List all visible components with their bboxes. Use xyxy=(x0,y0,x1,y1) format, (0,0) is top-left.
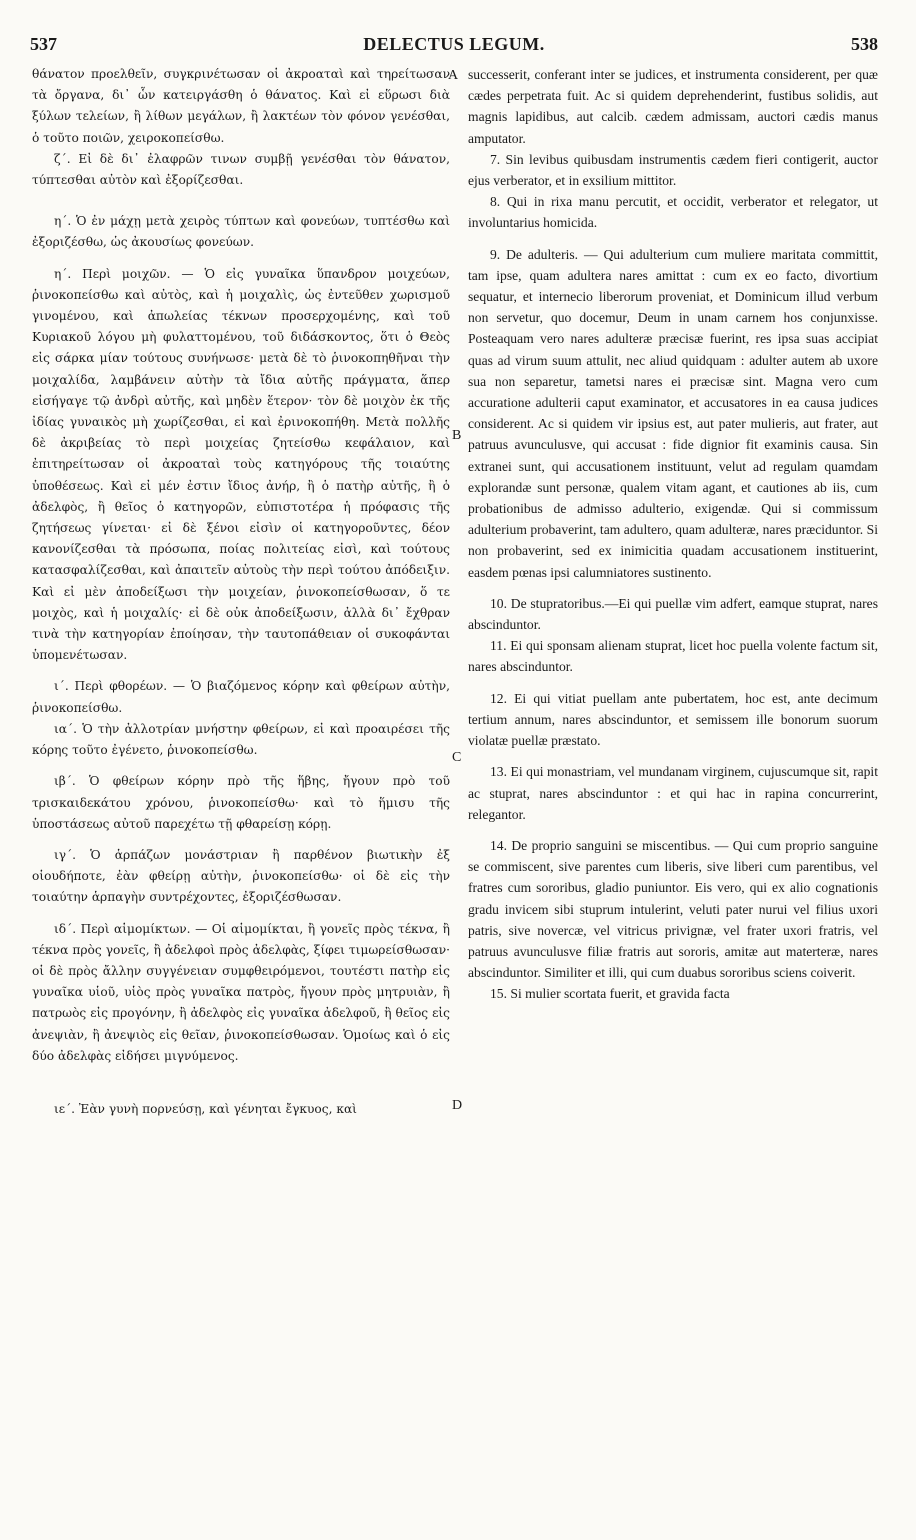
latin-paragraph: 13. Ei qui monastriam, vel mundanam virginem, cujuscumque sit, rapit ac stuprat, nares abscinduntor : et qui hac in rapina concurrerint, relegantor. xyxy=(468,764,878,822)
greek-paragraph: η΄. Περὶ μοιχῶν. — Ὁ εἰς γυναῖκα ὕπανδρον μοιχεύων, ῥινοκοπείσθω καὶ αὐτὸς, καὶ ἡ μοιχαλὶς, ὡς ἐντεῦθεν χωρισμοῦ γινομένου, καὶ ἀπωλείας τέκνων προσερχομένης, καὶ τοῦ Κυριακοῦ λόγου μὴ φυλαττομένου, τοῦ διδάσκοντος, ὅτι ὁ Θεὸς εἰς σάρκα μίαν τούτους συνήνωσε· μετὰ δὲ τὸ ῥινοκοπηθῆναι τὴν μοιχαλίδα, λαμβάνειν αὐτὴν τὰ ἴδια αὐτῆς πράγματα, ἅπερ εἰσήγαγε τῷ ἀνδρὶ αὐτῆς, καὶ μηδὲν ἕτερον· τὸν δὲ μοιχὸν ἐκ τῆς ἰδίας γυναικὸς μὴ χωρίζεσθαι, εἰ καὶ ἐρινοκοπήθη. Μετὰ πολλῆς δὲ ἀκριβείας τὸ περὶ μοιχείας ζητείσθω κεφάλαιον, καὶ ἐπιτηρείτωσαν οἱ ἀκροαταὶ τοὺς κατηγόρους τῆς τοιαύτης ὑποθέσεως. Καὶ εἰ μέν ἐστιν ἴδιος ἀνήρ, ἢ ὁ πατὴρ αὐτῆς, ἢ ὁ ἀδελφὸς, ἢ θεῖος ὁ κατηγορῶν, εὐπιστοτέρα ἡ πρόφασις τῆς ζητήσεως γίνεται· εἰ δὲ ξένοι εἰσὶν οἱ κατηγοροῦντες, δέον κανονίζεσθαι τὰ πρόσωπα, ποίας πολιτείας εἰσὶ, καὶ τούτους κατασφαλίζεσθαι, καὶ ἀπαιτεῖν αὐτοὺς τὴν περὶ τούτου ἀπόδειξιν. Καὶ εἰ μὲν ἀποδείξωσι τὴν μοιχείαν, ῥινοκοπείσθωσαν, ὅ τε μοιχὸς, καὶ ἡ μοιχαλίς· εἰ δὲ οὐκ ἀποδείξωσιν, ἀλλὰ δι᾽ ἔχθραν τινὰ τὴν κατηγορίαν ἐποίησαν, τὴν ταυτοπάθειαν οἱ συκοφάνται ὑπομενέτωσαν. xyxy=(32,266,450,663)
latin-paragraph: 10. De stupratoribus.—Ei qui puellæ vim adfert, eamque stuprat, nares abscinduntor. xyxy=(468,595,878,633)
latin-paragraph: 14. De proprio sanguini se miscentibus. — Qui cum proprio sanguine se commiscent, sive parentes cum liberis, sive liberi cum parentibus, vel fratres cum sororibus, gladio puniuntor. Eis vero, qui ex alio cognationis gradu invicem sibi stuprum intulerint, veluti pater nurui vel filius uxori patris, sive novercæ, vel vitricus privignæ, vel frater uxori fratris, vel patruus avunculusve filiæ fratris aut sororis, amitæ aut materteræ, nares abscinduntor. Similiter et illi, qui cum duabus sororibus sciens coiverit. xyxy=(468,837,878,981)
latin-column xyxy=(468,64,878,1005)
greek-paragraph: ι΄. Περὶ φθορέων. — Ὁ βιαζόμενος κόρην καὶ φθείρων αὐτὴν, ῥινοκοπείσθω. xyxy=(32,679,450,715)
page-header xyxy=(30,34,878,60)
page-number-left: 537 xyxy=(30,34,57,54)
latin-paragraph: 7. Sin levibus quibusdam instrumentis cædem fieri contigerit, auctor ejus verberator, et in exsilium mittitor. xyxy=(468,151,878,189)
margin-marker-c: C xyxy=(452,750,462,765)
greek-paragraph: η΄. Ὁ ἐν μάχῃ μετὰ χειρὸς τύπτων καὶ φονεύων, τυπτέσθω καὶ ἐξοριζέσθω, ὡς ἀκουσίως φονεύων. xyxy=(32,214,450,250)
running-title: DELECTUS LEGUM. xyxy=(363,34,545,54)
latin-paragraph: 15. Si mulier scortata fuerit, et gravida facta xyxy=(490,986,730,1002)
latin-paragraph: successerit, conferant inter se judices, et instrumenta considerent, per quæ cædes perpetrata fuit. Ac si quidem deprehenderint, fustibus solidis, aut magnis lapidibus, aut calcib. cædem admissam, auctori cædis manus amputator. xyxy=(468,67,878,146)
greek-paragraph: ιε΄. Ἐὰν γυνὴ πορνεύσῃ, καὶ γένηται ἔγκυος, καὶ xyxy=(54,1101,357,1116)
greek-column xyxy=(32,64,450,1120)
greek-paragraph: θάνατον προελθεῖν, συγκρινέτωσαν οἱ ἀκροαταὶ καὶ τηρείτωσαν τὰ ὄργανα, δι᾽ ὧν κατειργάσθη ὁ θάνατος. Καὶ εἰ εὕρωσι διὰ ξύλων τελείων, ἢ λίθων μεγάλων, ἢ λακτέων τὸν φόνον γενέσθαι, ὁ τοῦτο ποιῶν, χειροκοπείσθω. xyxy=(32,67,450,145)
greek-paragraph: ιδ΄. Περὶ αἱμομίκτων. — Οἱ αἱμομίκται, ἢ γονεῖς πρὸς τέκνα, ἢ τέκνα πρὸς γονεῖς, ἢ ἀδελφοὶ πρὸς ἀδελφὰς, ξίφει τιμωρείσθωσαν· οἱ δὲ πρὸς ἄλλην συγγένειαν συμφθειρόμενοι, τουτέστι πατὴρ εἰς γυναῖκα υἱοῦ, υἱὸς πρὸς γυναῖκα πατρὸς, ἤγουν πρὸς μητρυιὰν, ἢ πατρωὸς εἰς προγόνην, ἢ ἀδελφὸς εἰς γυναῖκα ἀδελφοῦ, ἢ θεῖος εἰς ἀνεψιὰν, ἢ ἀνεψιὸς εἰς θεῖαν, ῥινοκοπείσθωσαν. Ὁμοίως καὶ ὁ εἰς δύο ἀδελφὰς εἰδήσει μιγνύμενος. xyxy=(32,921,450,1063)
latin-paragraph: 11. Ei qui sponsam alienam stuprat, licet hoc puella volente factum sit, nares abscinduntor. xyxy=(468,638,878,675)
latin-paragraph: 9. De adulteris. — Qui adulterium cum muliere maritata committit, tam ipse, quam adultera nares amittat : cum ex eo facto, divortium sequatur, et internecio liberorum proveniat, et Dominicum illud verbum non servetur, quo docemur, Deum in unam carnem hos conjunxisse. Posteaquam vero nares adulteræ præcisæ fuerint, res ipsa suas accipiat quas ad virum suum attulit, nec aliud quidquam : adulter autem ab uxore sua non separetur, tametsi nares ei præcisæ sint. Magna vero cum accuratione adulterii caput examinator, et accusatores in ea causa judices considerent. Ac si quidem vir ipsius est, aut pater mulieris, aut frater, aut patruus avunculusve, qui accusat : fide dignior fit examinis causa. Sin extranei sunt, qui accusationem instituunt, velut ad regulam quamdam explorandæ sunt personæ, qualem vitam agant, et cautiones ab iis, cum probationibus de admisso adulterio, exigendæ. Qui si commissum adulterium probaverint, tam adultero, quam adulteræ, nares præciduntor. Si non probaverint, sed ex inimicitia quadam accusationem instituerint, easdem pœnas ipsi calumniatores sustinento. xyxy=(468,246,878,580)
margin-marker-d: D xyxy=(452,1098,463,1113)
page-number-right: 538 xyxy=(851,34,878,54)
margin-marker-a: A xyxy=(448,68,459,83)
greek-paragraph: ζ΄. Εἰ δὲ δι᾽ ἐλαφρῶν τινων συμβῇ γενέσθαι τὸν θάνατον, τύπτεσθαι αὐτὸν καὶ ἐξορίζεσθαι. xyxy=(32,151,450,188)
latin-paragraph: 12. Ei qui vitiat puellam ante pubertatem, hoc est, ante decimum tertium annum, nares abscinduntor, et semissem ille bonorum suorum violatæ puellæ præstato. xyxy=(468,690,878,749)
margin-marker-b: B xyxy=(452,428,462,443)
latin-paragraph: 8. Qui in rixa manu percutit, et occidit, verberator et relegator, ut involuntarius homicida. xyxy=(468,194,878,231)
greek-paragraph: ια΄. Ὁ τὴν ἀλλοτρίαν μνήστην φθείρων, εἰ καὶ προαιρέσει τῆς κόρης τοῦτο ἐγένετο, ῥινοκοπείσθω. xyxy=(32,721,450,758)
greek-paragraph: ιγ΄. Ὁ ἁρπάζων μονάστριαν ἢ παρθένον βιωτικὴν ἐξ οἱουδήποτε, ἐὰν φθείρῃ αὐτὴν, ῥινοκοπείσθω· οἱ δὲ εἰς τὴν τοιαύτην ἁρπαγὴν συντρέχοντες, ἐξοριζέσθωσαν. xyxy=(32,847,450,905)
greek-paragraph: ιβ΄. Ὁ φθείρων κόρην πρὸ τῆς ἥβης, ἤγουν πρὸ τοῦ τρισκαιδεκάτου χρόνου, ῥινοκοπείσθω· καὶ τὸ ἥμισυ τῆς ὑποστάσεως αὐτοῦ παρεχέτω τῇ φθαρείσῃ κόρῃ. xyxy=(32,774,450,831)
